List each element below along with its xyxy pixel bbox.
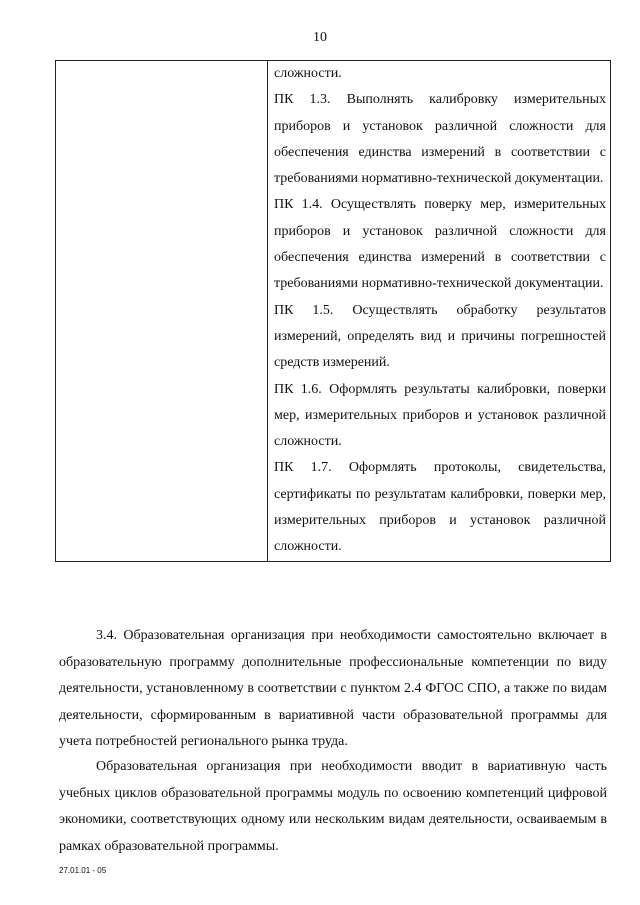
- document-code: 27.01.01 - 05: [59, 866, 107, 875]
- body-paragraph: 3.4. Образовательная организация при необходимости самостоятельно включает в образовательную программу дополнительные профессиональные компетенции по виду деятельности, установленному в соответствии с пунктом 2.4 ФГОС СПО, а также по видам деятельности, сформированным в вариативной части образовательной программы для учета потребностей регионального рынка труда.: [59, 628, 607, 749]
- body-paragraph: Образовательная организация при необходимости вводит в вариативную часть учебных циклов образовательной программы модуль по освоению компетенций цифровой экономики, соответствующих одному или нескольким видам деятельности, осваиваемым в рамках образовательной программы.: [59, 759, 607, 854]
- body-section-digital-economy: [59, 754, 607, 860]
- competencies-table: [55, 60, 611, 562]
- competency-continuation: сложности.: [274, 66, 342, 81]
- competency-pk-1-3: ПК 1.3. Выполнять калибровку измерительных приборов и установок различной сложности для обеспечения единства измерений в соответствии с требованиями нормативно-технической документации.: [274, 92, 606, 187]
- competency-pk-1-4: ПК 1.4. Осуществлять поверку мер, измерительных приборов и установок различной сложности для обеспечения единства измерений в соответствии с требованиями нормативно-технической документации.: [274, 197, 606, 292]
- page-number: 10: [313, 30, 327, 45]
- body-section-3-4: [59, 623, 607, 756]
- table-cell-activity: [56, 61, 268, 562]
- competency-pk-1-7: ПК 1.7. Оформлять протоколы, свидетельства, сертификаты по результатам калибровки, поверки мер, измерительных приборов и установок различной сложности.: [274, 460, 606, 555]
- competency-pk-1-5: ПК 1.5. Осуществлять обработку результатов измерений, определять вид и причины погрешностей средств измерений.: [274, 302, 606, 371]
- competency-pk-1-6: ПК 1.6. Оформлять результаты калибровки, поверки мер, измерительных приборов и установок различной сложности.: [274, 381, 606, 450]
- table-cell-competencies: [268, 61, 611, 562]
- table-row: [56, 61, 611, 562]
